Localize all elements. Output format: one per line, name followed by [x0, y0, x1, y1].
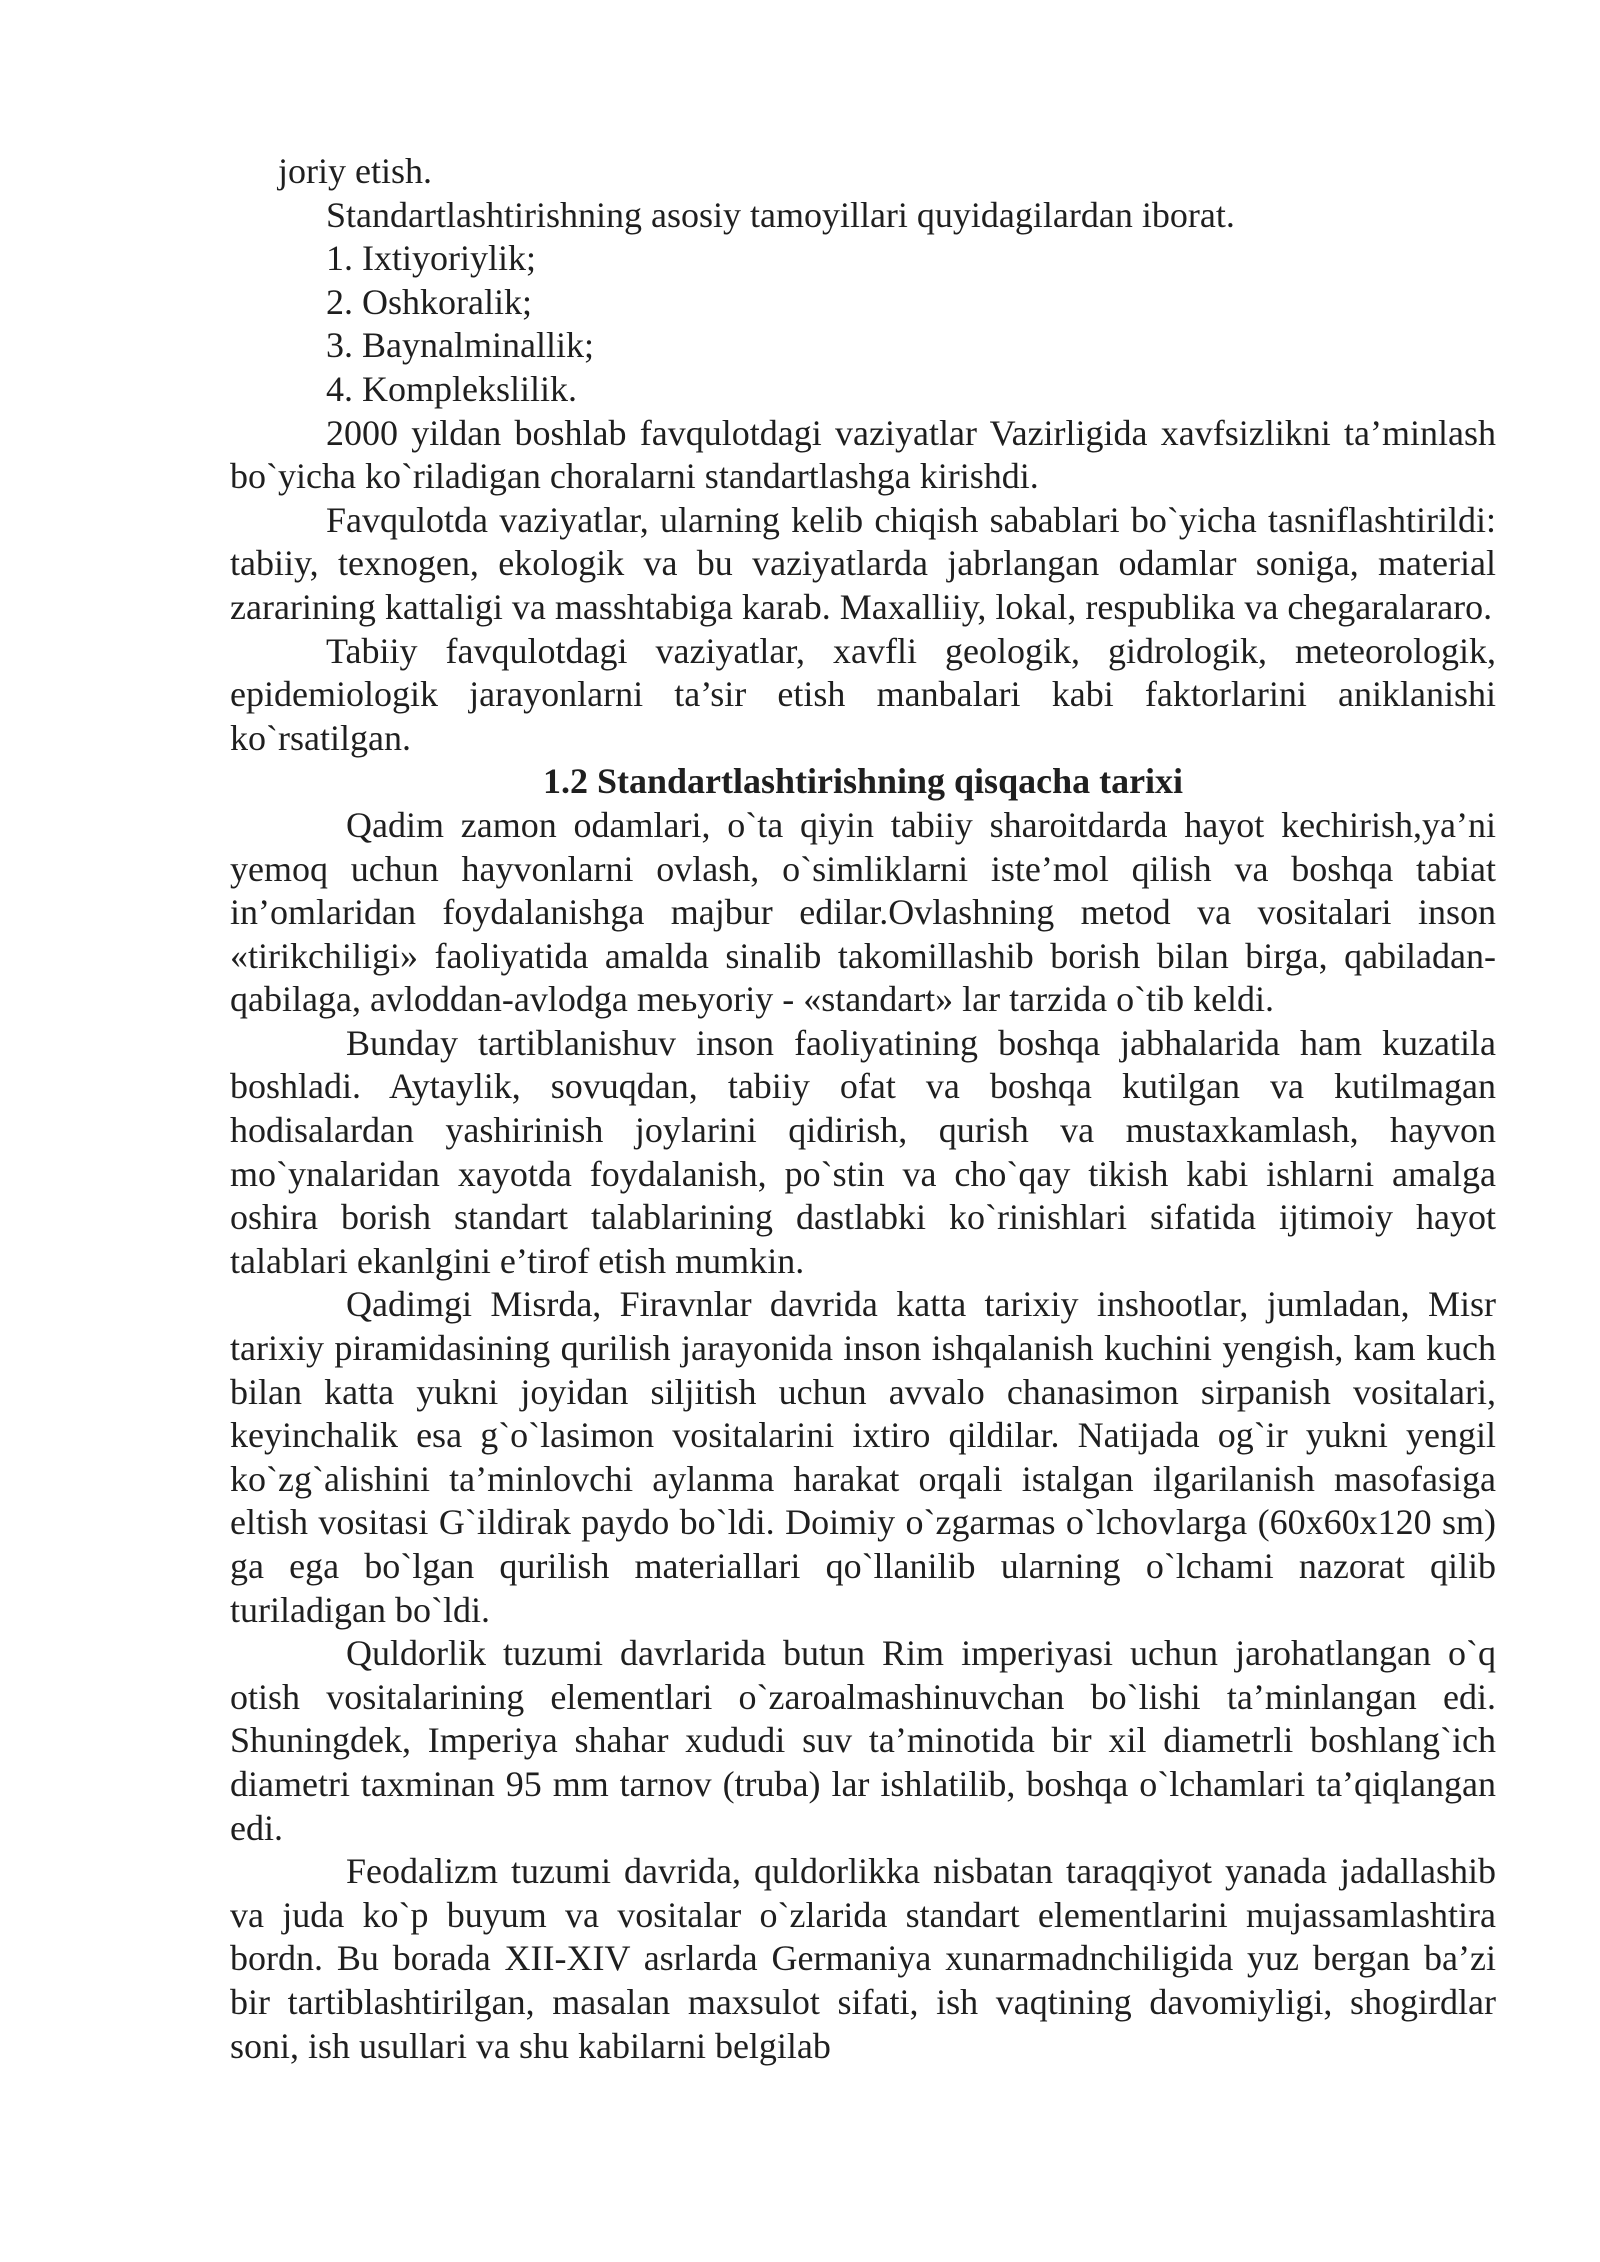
paragraph: Favqulotda vaziyatlar, ularning kelib chiqish sabablari bo`yicha tasniflashtirildi: tabiiy, texnogen, ekologik va bu vaziyatlarda jabrlangan odamlar soniga, material zararining kattaligi va masshtabiga karab. Maxalliiy, lokal, respublika va chegaralararo. [230, 499, 1496, 627]
section-heading: 1.2 Standartlashtirishning qisqacha tarixi [542, 761, 1184, 802]
document-page [230, 150, 1496, 2068]
paragraph: Quldorlik tuzumi davrlarida butun Rim imperiyasi uchun jarohatlangan o`q otish vositalarining elementlari o`zaroalmashinuvchan bo`lishi ta’minlangan edi. Shuningdek, Imperiya shahar xududi suv ta’minotida bir xil diametrli boshlang`ich diametri taxminan 95 mm tarnov (truba) lar ishlatilib, boshqa o`lchamlari ta’qiqlangan edi. [230, 1633, 1496, 1848]
list-item: 3. Baynalminallik; [326, 325, 594, 366]
list-item: 1. Ixtiyoriylik; [326, 238, 536, 279]
paragraph: 2000 yildan boshlab favqulotdagi vaziyatlar Vazirligida xavfsizlikni ta’minlash bo`yicha ko`riladigan choralarni standartlashga kirishdi. [230, 412, 1496, 497]
paragraph: Tabiiy favqulotdagi vaziyatlar, xavfli geologik, gidrologik, meteorologik, epidemiologik jarayonlarni ta’sir etish manbalari kabi faktorlarini aniklanishi ko`rsatilgan. [230, 630, 1496, 758]
principles-intro: Standartlashtirishning asosiy tamoyillari quyidagilardan iborat. [326, 194, 1235, 235]
paragraph: Bunday tartiblanishuv inson faoliyatining boshqa jabhalarida ham kuzatila boshladi. Aytaylik, sovuqdan, tabiiy ofat va boshqa kutilgan va kutilmagan hodisalardan yashirinish joylarini qidirish, qurish va mustaxkamlash, hayvon mo`ynalaridan xayotda foydalanish, po`stin va cho`qay tikish kabi ishlarni amalga oshira borish standart talablarining dastlabki ko`rinishlari sifatida ijtimoiy hayot talablari ekanlgini e’tirof etish mumkin. [230, 1022, 1496, 1281]
continuation-text: joriy etish. [278, 151, 432, 191]
principles-list [230, 237, 1496, 411]
paragraph: Qadimgi Misrda, Firavnlar davrida katta tarixiy inshootlar, jumladan, Misr tarixiy piramidasining qurilish jarayonida inson ishqalanish kuchini yengish, kam kuch bilan katta yukni joyidan siljitish uchun avvalo chanasimon sirpanish vositalari, keyinchalik esa g`o`lasimon vositalarini ixtiro qildilar. Natijada og`ir yukni yengil ko`zg`alishini ta’minlovchi aylanma harakat orqali istalgan ilgarilanish masofasiga eltish vositasi G`ildirak paydo bo`ldi. Doimiy o`zgarmas o`lchovlarga (60x60x120 sm) ga ega bo`lgan qurilish materiallari qo`llanilib ularning o`lchami nazorat qilib turiladigan bo`ldi. [230, 1284, 1496, 1630]
list-item: 4. Komplekslilik. [326, 368, 577, 409]
paragraph: Qadim zamon odamlari, o`ta qiyin tabiiy sharoitdarda hayot kechirish,ya’ni yemoq uchun hayvonlarni ovlash, o`simliklarni iste’mol qilish va boshqa tabiat in’omlaridan foydalanishga majbur edilar.Ovlashning metod va vositalari inson «tirikchiligi» faoliyatida amalda sinalib takomillashib borish bilan birga, qabiladan-qabilaga, avloddan-avlodga meьyoriy - «standart» lar tarzida o`tib keldi. [230, 804, 1496, 1020]
paragraph: Feodalizm tuzumi davrida, quldorlikka nisbatan taraqqiyot yanada jadallashib va juda ko`p buyum va vositalar o`zlarida standart elementlarini mujassamlashtira bordn. Bu borada XII-XIV asrlarda Germaniya xunarmadnchiligida yuz bergan ba’zi bir tartiblashtirilgan, masalan maxsulot sifati, ish vaqtining davomiyligi, shogirdlar soni, ish usullari va shu kabilarni belgilab [230, 1851, 1496, 2066]
list-item: 2. Oshkoralik; [326, 281, 532, 322]
